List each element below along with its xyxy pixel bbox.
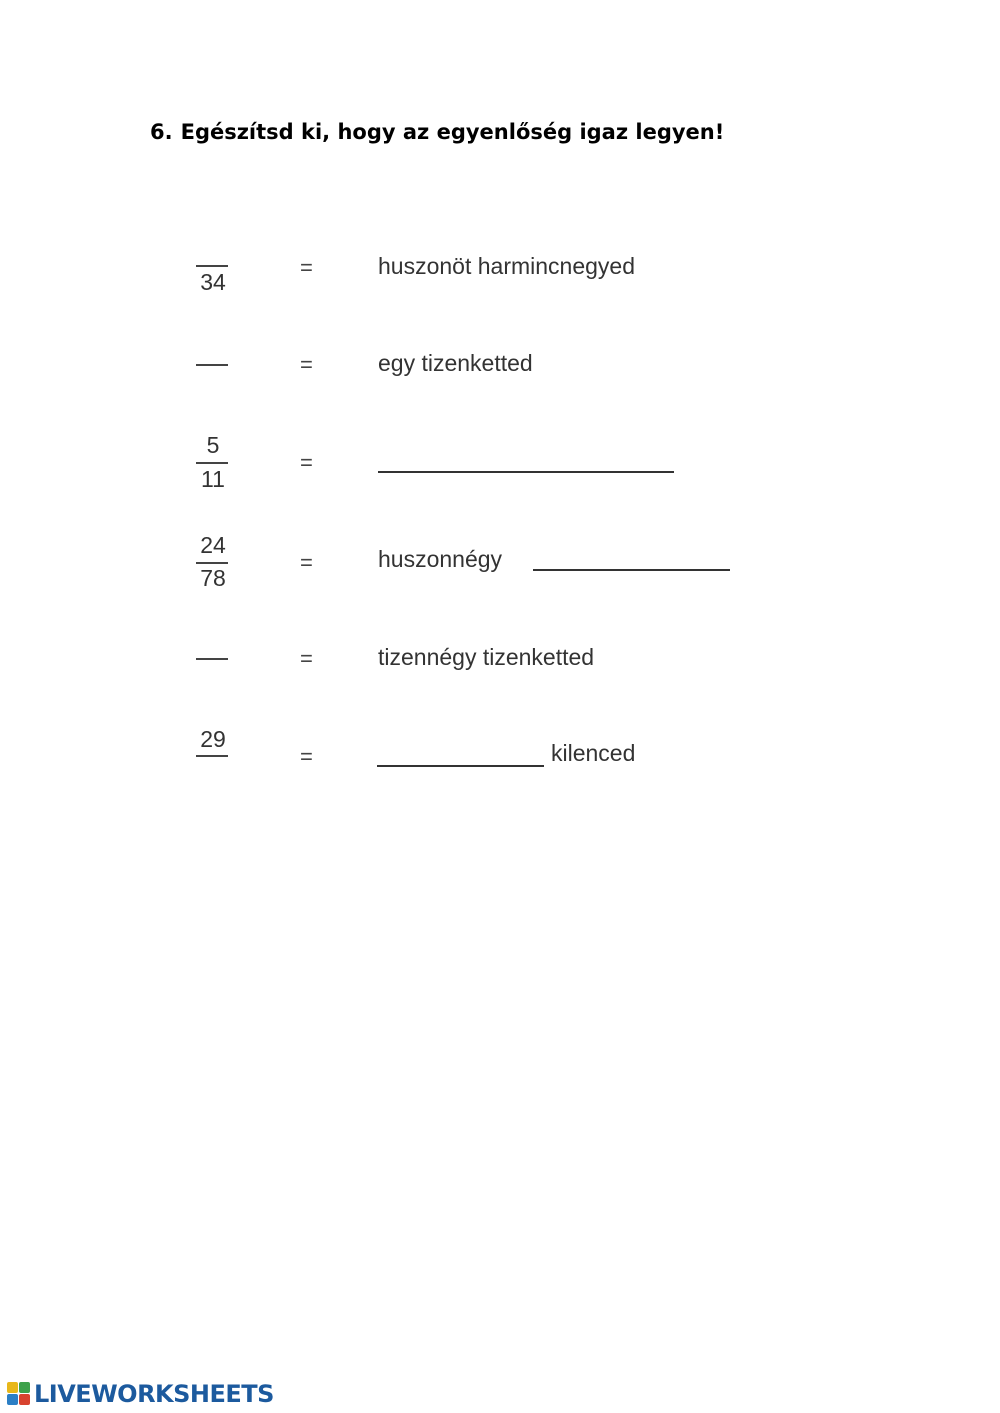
fraction-bar [196, 658, 228, 660]
fraction-bar [196, 562, 228, 564]
numerator: 5 [206, 432, 220, 458]
denominator: 34 [200, 269, 226, 295]
fraction-name-text: tizennégy tizenketted [378, 644, 595, 670]
denominator: 78 [200, 565, 226, 591]
fraction-name-text: kilenced [551, 740, 636, 766]
equals-sign: = [300, 744, 313, 769]
denominator-input[interactable] [196, 759, 230, 782]
exercise-instruction: Egészítsd ki, hogy az egyenlőség igaz legyen! [180, 120, 725, 144]
liveworksheets-logo [6, 1379, 274, 1409]
fraction [190, 342, 236, 412]
equation-row-3 [0, 432, 1000, 502]
exercise-title [150, 120, 724, 144]
equals-sign: = [300, 255, 313, 280]
fraction-name-text: egy tizenketted [378, 350, 533, 376]
answer-input[interactable] [377, 742, 544, 767]
liveworksheets-logo-icon [6, 1381, 32, 1407]
fraction [190, 245, 236, 315]
numerator-input[interactable] [196, 630, 230, 653]
fraction-bar [196, 265, 228, 267]
numerator: 29 [200, 726, 226, 752]
denominator-input[interactable] [196, 662, 230, 685]
equals-sign: = [300, 646, 313, 671]
numerator-input[interactable] [196, 336, 230, 359]
fraction-name-text: huszonöt harmincnegyed [378, 253, 635, 279]
fraction-bar [196, 364, 228, 366]
fraction [190, 532, 236, 602]
equation-row-2 [0, 342, 1000, 412]
fraction-bar [196, 755, 228, 757]
fraction [190, 432, 236, 502]
numerator: 24 [200, 532, 226, 558]
equation-row-5 [0, 636, 1000, 706]
equation-row-6 [0, 726, 1000, 796]
equals-sign: = [300, 550, 313, 575]
equals-sign: = [300, 352, 313, 377]
equation-row-1 [0, 245, 1000, 315]
equation-row-4 [0, 532, 1000, 602]
fraction-bar [196, 462, 228, 464]
fraction-name-text: huszonnégy [378, 546, 503, 572]
liveworksheets-logo-text: LIVEWORKSHEETS [34, 1380, 274, 1408]
fraction [190, 636, 236, 706]
equals-sign: = [300, 450, 313, 475]
denominator-input[interactable] [196, 368, 230, 391]
exercise-number: 6. [150, 120, 173, 144]
fraction [190, 726, 236, 796]
answer-input[interactable] [378, 448, 674, 473]
answer-input[interactable] [533, 546, 730, 571]
denominator: 11 [201, 466, 225, 492]
